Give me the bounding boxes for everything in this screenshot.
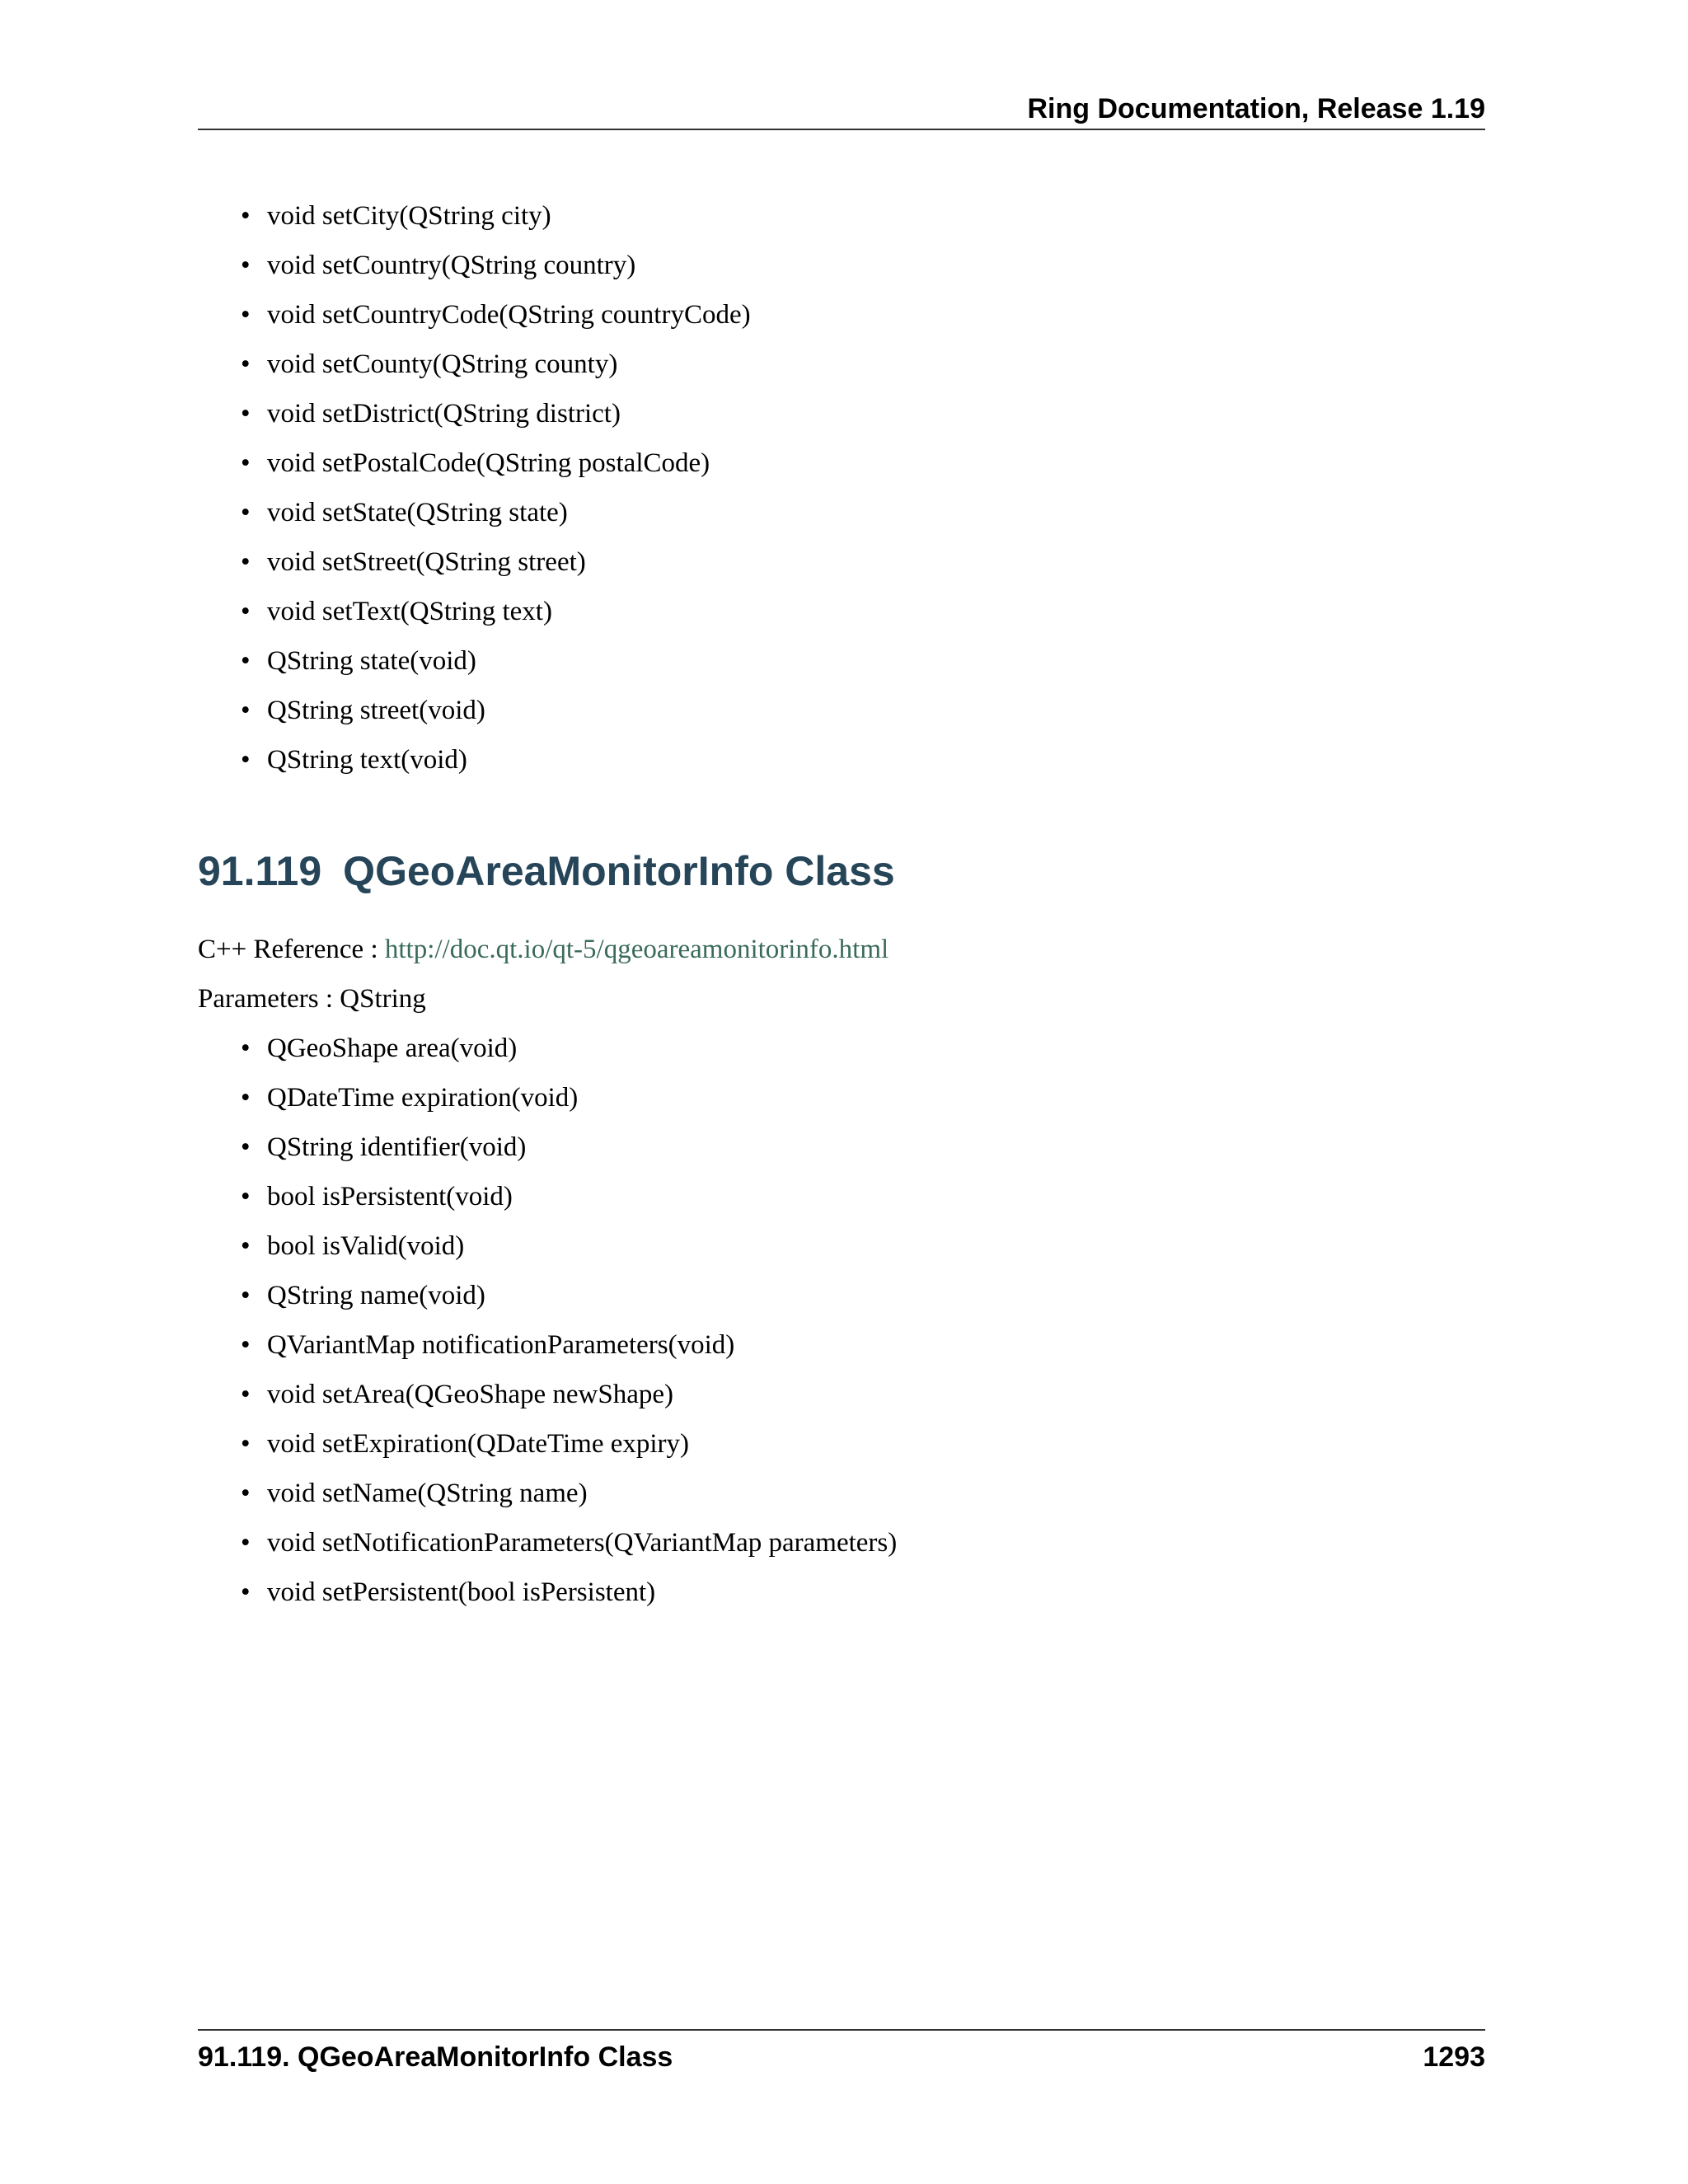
address-methods-list bbox=[198, 194, 1485, 788]
list-item: • QGeoShape area(void) bbox=[198, 1027, 1485, 1076]
footer-section-label: 91.119. QGeoAreaMonitorInfo Class bbox=[198, 2041, 673, 2073]
list-item: • void setExpiration(QDateTime expiry) bbox=[198, 1422, 1485, 1472]
bullet-icon: • bbox=[241, 251, 251, 280]
list-item: • void setCountry(QString country) bbox=[198, 244, 1485, 293]
list-item: • void setNotificationParameters(QVariantMap parameters) bbox=[198, 1521, 1485, 1571]
section-number: 91.119 bbox=[198, 848, 322, 894]
section-heading bbox=[198, 844, 1485, 898]
bullet-icon: • bbox=[241, 1182, 251, 1212]
bullet-icon: • bbox=[241, 1380, 251, 1409]
list-item: • void setPostalCode(QString postalCode) bbox=[198, 442, 1485, 491]
list-item: • QDateTime expiration(void) bbox=[198, 1076, 1485, 1126]
section-title: QGeoAreaMonitorInfo Class bbox=[343, 848, 895, 894]
bullet-icon: • bbox=[241, 1528, 251, 1558]
list-item: • QString identifier(void) bbox=[198, 1126, 1485, 1175]
bullet-icon: • bbox=[241, 1429, 251, 1459]
bullet-icon: • bbox=[241, 1577, 251, 1607]
bullet-icon: • bbox=[241, 498, 251, 527]
list-item: • void setName(QString name) bbox=[198, 1472, 1485, 1521]
page-number: 1293 bbox=[1423, 2041, 1485, 2073]
class-methods-list bbox=[198, 1027, 1485, 1620]
list-item: • QString street(void) bbox=[198, 689, 1485, 738]
bullet-icon: • bbox=[241, 597, 251, 626]
list-item: • void setArea(QGeoShape newShape) bbox=[198, 1373, 1485, 1422]
bullet-icon: • bbox=[241, 300, 251, 330]
list-item: • bool isValid(void) bbox=[198, 1225, 1485, 1274]
bullet-icon: • bbox=[241, 547, 251, 577]
bullet-icon: • bbox=[241, 1083, 251, 1113]
parameters-line bbox=[198, 977, 1485, 1027]
list-item: • void setStreet(QString street) bbox=[198, 541, 1485, 590]
list-item: • void setCity(QString city) bbox=[198, 194, 1485, 244]
bullet-icon: • bbox=[241, 448, 251, 478]
parameters-value: QString bbox=[340, 984, 426, 1014]
list-item: • void setText(QString text) bbox=[198, 590, 1485, 640]
reference-link[interactable]: http://doc.qt.io/qt-5/qgeoareamonitorinfo.html bbox=[384, 935, 889, 964]
page-content bbox=[198, 194, 1485, 1620]
bullet-icon: • bbox=[241, 1330, 251, 1360]
reference-label: C++ Reference : bbox=[198, 935, 378, 964]
bullet-icon: • bbox=[241, 696, 251, 725]
list-item: • void setDistrict(QString district) bbox=[198, 392, 1485, 442]
list-item: • void setPersistent(bool isPersistent) bbox=[198, 1571, 1485, 1620]
bullet-icon: • bbox=[241, 201, 251, 231]
bullet-icon: • bbox=[241, 349, 251, 379]
bullet-icon: • bbox=[241, 1281, 251, 1310]
list-item: • QVariantMap notificationParameters(void) bbox=[198, 1324, 1485, 1373]
bullet-icon: • bbox=[241, 1132, 251, 1162]
bullet-icon: • bbox=[241, 1033, 251, 1063]
list-item: • void setState(QString state) bbox=[198, 491, 1485, 541]
parameters-label: Parameters : bbox=[198, 984, 334, 1014]
bullet-icon: • bbox=[241, 1231, 251, 1261]
list-item: • QString name(void) bbox=[198, 1274, 1485, 1324]
list-item: • bool isPersistent(void) bbox=[198, 1175, 1485, 1225]
list-item: • void setCounty(QString county) bbox=[198, 343, 1485, 392]
list-item: • void setCountryCode(QString countryCode) bbox=[198, 293, 1485, 343]
list-item: • QString state(void) bbox=[198, 640, 1485, 689]
list-item: • QString text(void) bbox=[198, 738, 1485, 788]
page-footer bbox=[198, 2029, 1485, 2080]
bullet-icon: • bbox=[241, 1479, 251, 1508]
document-title: Ring Documentation, Release 1.19 bbox=[1027, 93, 1485, 124]
page-header bbox=[198, 87, 1485, 130]
bullet-icon: • bbox=[241, 745, 251, 775]
bullet-icon: • bbox=[241, 646, 251, 676]
cpp-reference bbox=[198, 928, 1485, 977]
bullet-icon: • bbox=[241, 399, 251, 429]
